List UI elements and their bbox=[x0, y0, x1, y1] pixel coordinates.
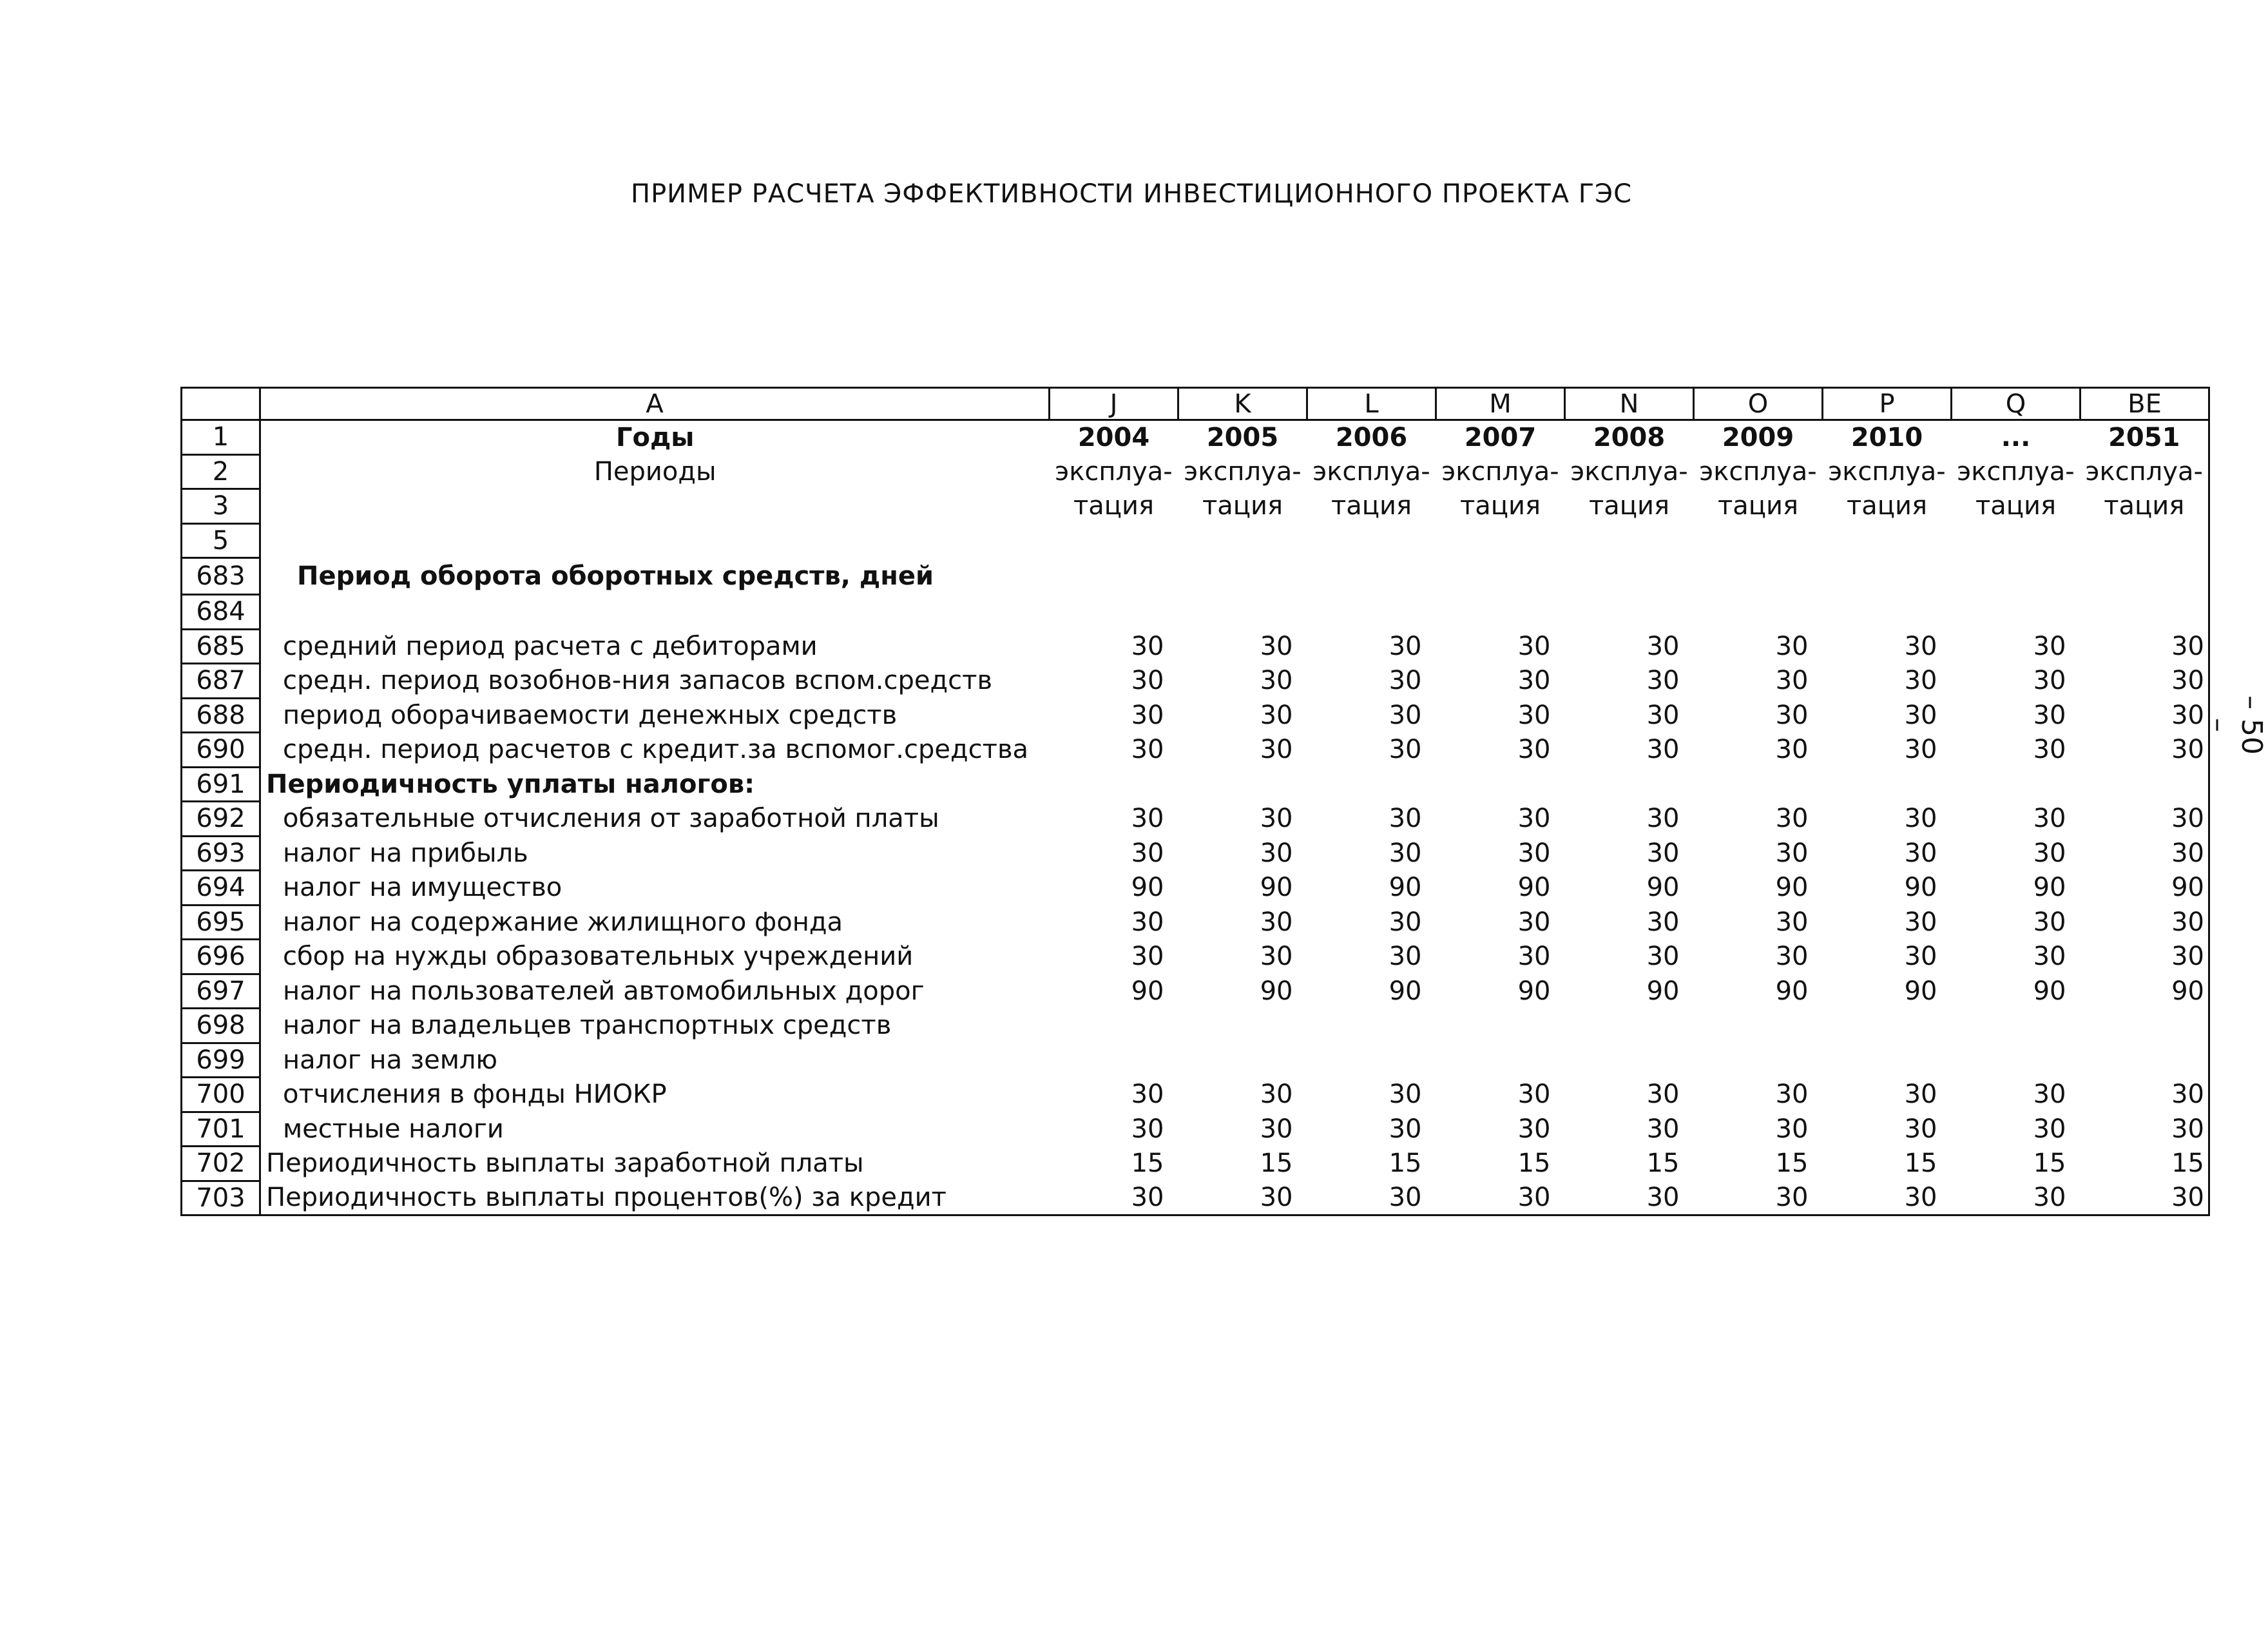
year-cell: 2007 bbox=[1464, 423, 1537, 452]
value-cell: 30 bbox=[1389, 735, 1422, 765]
periods-row-2 bbox=[182, 489, 2209, 524]
periods-row bbox=[182, 454, 2209, 489]
row-label: средн. период расчетов с кредит.за вспомог.средства bbox=[260, 733, 1050, 768]
period-cell: тация bbox=[1073, 491, 1155, 521]
row-label: средний период расчета с дебиторами bbox=[260, 629, 1050, 664]
row-number[interactable]: 694 bbox=[182, 871, 260, 905]
row-number[interactable]: 702 bbox=[182, 1147, 260, 1181]
value-cell: 30 bbox=[1775, 735, 1809, 765]
value-cell: 90 bbox=[1646, 873, 1680, 903]
value-cell bbox=[1694, 1009, 1823, 1043]
value-cell: 30 bbox=[2033, 631, 2066, 661]
value-cell: 90 bbox=[1260, 976, 1293, 1006]
row-label: налог на пользователей автомобильных дорог bbox=[260, 974, 1050, 1009]
value-cell: 30 bbox=[1131, 838, 1164, 868]
period-cell: тация bbox=[1202, 491, 1283, 521]
column-header-n[interactable]: N bbox=[1565, 388, 1694, 420]
value-cell bbox=[1307, 1043, 1436, 1078]
value-cell: 30 bbox=[1646, 907, 1680, 937]
value-cell: 30 bbox=[1307, 1181, 1436, 1215]
value-cell: 90 bbox=[1389, 976, 1422, 1006]
value-cell: 15 bbox=[2081, 1147, 2209, 1181]
document-title: ПРИМЕР РАСЧЕТА ЭФФЕКТИВНОСТИ ИНВЕСТИЦИОННОГО ПРОЕКТА ГЭС bbox=[630, 179, 1632, 209]
row-label: налог на имущество bbox=[260, 871, 1050, 905]
value-cell: 90 bbox=[1646, 976, 1680, 1006]
column-header-o[interactable]: O bbox=[1694, 388, 1823, 420]
value-cell: 30 bbox=[1389, 838, 1422, 868]
table-row bbox=[182, 629, 2209, 664]
value-cell bbox=[1050, 1043, 1178, 1078]
value-cell bbox=[2081, 767, 2209, 802]
row-number[interactable]: 697 bbox=[182, 974, 260, 1009]
value-cell bbox=[1436, 1043, 1565, 1078]
value-cell: 30 bbox=[1904, 804, 1937, 834]
value-cell: 30 bbox=[1517, 700, 1551, 730]
value-cell: 30 bbox=[1260, 1080, 1293, 1110]
value-cell bbox=[1307, 1009, 1436, 1043]
value-cell: 30 bbox=[1436, 1181, 1565, 1215]
value-cell: 30 bbox=[2033, 735, 2066, 765]
value-cell: 30 bbox=[1131, 1114, 1164, 1144]
value-cell: 30 bbox=[2081, 802, 2209, 837]
value-cell bbox=[1178, 767, 1307, 802]
value-cell: 90 bbox=[2081, 974, 2209, 1009]
value-cell: 30 bbox=[1517, 942, 1551, 972]
value-cell: 90 bbox=[1775, 873, 1809, 903]
period-cell: эксплуа- bbox=[1957, 456, 2075, 487]
value-cell: 30 bbox=[2081, 664, 2209, 699]
value-cell: 30 bbox=[1646, 838, 1680, 868]
value-cell: 30 bbox=[1260, 838, 1293, 868]
value-cell: 30 bbox=[2081, 1112, 2209, 1147]
column-header-l[interactable]: L bbox=[1307, 388, 1436, 420]
value-cell: 30 bbox=[1517, 907, 1551, 937]
value-cell: 90 bbox=[1260, 873, 1293, 903]
value-cell: 90 bbox=[1131, 873, 1164, 903]
value-cell: 30 bbox=[1131, 907, 1164, 937]
section-title-row bbox=[182, 558, 2209, 595]
value-cell: 30 bbox=[1904, 666, 1937, 696]
table-row bbox=[182, 698, 2209, 733]
value-cell: 30 bbox=[1904, 700, 1937, 730]
value-cell: 30 bbox=[1517, 735, 1551, 765]
value-cell: 30 bbox=[1389, 942, 1422, 972]
value-cell: 30 bbox=[1131, 700, 1164, 730]
row-number[interactable]: 691 bbox=[182, 767, 260, 802]
value-cell: 30 bbox=[1823, 1181, 1952, 1215]
value-cell: 30 bbox=[1260, 804, 1293, 834]
value-cell: 90 bbox=[1904, 873, 1937, 903]
value-cell bbox=[2081, 1009, 2209, 1043]
row-number[interactable]: 693 bbox=[182, 836, 260, 871]
row-number[interactable]: 703 bbox=[182, 1181, 260, 1215]
value-cell: 30 bbox=[1131, 735, 1164, 765]
value-cell bbox=[1823, 1009, 1952, 1043]
row-number[interactable]: 699 bbox=[182, 1043, 260, 1078]
value-cell: 30 bbox=[1565, 1181, 1694, 1215]
value-cell: 90 bbox=[2081, 871, 2209, 905]
value-cell bbox=[1694, 1043, 1823, 1078]
row-label: Периодичность выплаты заработной платы bbox=[260, 1147, 1050, 1181]
value-cell: 15 bbox=[1517, 1148, 1551, 1179]
period-cell: эксплуа- bbox=[1184, 456, 1302, 487]
value-cell: 30 bbox=[1775, 942, 1809, 972]
value-cell: 30 bbox=[1904, 1114, 1937, 1144]
value-cell: 30 bbox=[2033, 838, 2066, 868]
value-cell: 30 bbox=[1904, 907, 1937, 937]
value-cell: 30 bbox=[1131, 666, 1164, 696]
value-cell: 30 bbox=[1050, 1181, 1178, 1215]
value-cell: 30 bbox=[1646, 1114, 1680, 1144]
column-header-row bbox=[182, 388, 2209, 420]
value-cell bbox=[1050, 767, 1178, 802]
period-cell: тация bbox=[1588, 491, 1670, 521]
period-cell: тация bbox=[2081, 489, 2209, 524]
row-number[interactable]: 696 bbox=[182, 940, 260, 974]
value-cell bbox=[1952, 1043, 2081, 1078]
value-cell: 90 bbox=[2033, 873, 2066, 903]
row-number[interactable]: 683 bbox=[182, 558, 260, 595]
row-number[interactable]: 690 bbox=[182, 733, 260, 768]
value-cell: 30 bbox=[1952, 1181, 2081, 1215]
period-cell: тация bbox=[1846, 491, 1928, 521]
table-row bbox=[182, 836, 2209, 871]
value-cell: 30 bbox=[1646, 804, 1680, 834]
value-cell: 30 bbox=[1260, 666, 1293, 696]
value-cell: 30 bbox=[1389, 1114, 1422, 1144]
value-cell: 30 bbox=[2033, 942, 2066, 972]
value-cell: 30 bbox=[1904, 735, 1937, 765]
empty-row bbox=[182, 523, 2209, 558]
period-cell: тация bbox=[1975, 491, 2057, 521]
value-cell: 30 bbox=[2081, 940, 2209, 974]
years-label: Годы bbox=[260, 420, 1050, 455]
value-cell: 30 bbox=[1131, 804, 1164, 834]
row-number[interactable]: 2 bbox=[182, 454, 260, 489]
value-cell: 30 bbox=[2081, 836, 2209, 871]
value-cell: 30 bbox=[2081, 905, 2209, 940]
table-row bbox=[182, 940, 2209, 974]
column-header-j[interactable]: J bbox=[1050, 388, 1178, 420]
year-cell: 2009 bbox=[1722, 423, 1794, 452]
value-cell bbox=[1952, 767, 2081, 802]
value-cell: 30 bbox=[1389, 631, 1422, 661]
value-cell: 90 bbox=[1904, 976, 1937, 1006]
table-row bbox=[182, 1181, 2209, 1215]
page-number: – 50 – bbox=[2202, 695, 2268, 755]
value-cell: 15 bbox=[1646, 1148, 1680, 1179]
value-cell: 30 bbox=[1904, 631, 1937, 661]
year-cell: 2010 bbox=[1850, 423, 1923, 452]
spreadsheet-table bbox=[180, 387, 2210, 1216]
value-cell bbox=[1436, 1009, 1565, 1043]
column-header-m[interactable]: M bbox=[1436, 388, 1565, 420]
value-cell: 15 bbox=[1260, 1148, 1293, 1179]
value-cell: 30 bbox=[1775, 1114, 1809, 1144]
value-cell: 30 bbox=[2081, 629, 2209, 664]
period-cell: тация bbox=[1459, 491, 1541, 521]
value-cell: 30 bbox=[1775, 631, 1809, 661]
value-cell: 30 bbox=[2033, 907, 2066, 937]
value-cell: 30 bbox=[1517, 804, 1551, 834]
periods-label: Периоды bbox=[260, 454, 1050, 489]
row-label: налог на прибыль bbox=[260, 836, 1050, 871]
row-number[interactable]: 700 bbox=[182, 1078, 260, 1112]
empty-label-cell bbox=[260, 523, 1050, 558]
period-cell: эксплуа- bbox=[1055, 456, 1173, 487]
value-cell: 30 bbox=[2033, 804, 2066, 834]
years-row bbox=[182, 420, 2209, 455]
value-cell: 30 bbox=[2081, 733, 2209, 768]
value-cell bbox=[1952, 1009, 2081, 1043]
value-cell: 30 bbox=[1646, 735, 1680, 765]
value-cell: 30 bbox=[1517, 631, 1551, 661]
column-header-q[interactable]: Q bbox=[1952, 388, 2081, 420]
value-cell: 30 bbox=[1260, 631, 1293, 661]
value-cell: 30 bbox=[2033, 666, 2066, 696]
value-cell bbox=[2081, 1043, 2209, 1078]
period-cell: эксплуа- bbox=[1441, 456, 1559, 487]
column-header-be[interactable]: BE bbox=[2081, 388, 2209, 420]
empty-label-cell bbox=[260, 595, 1050, 630]
value-cell: 30 bbox=[1646, 631, 1680, 661]
row-label: Периодичность выплаты процентов(%) за кредит bbox=[260, 1181, 1050, 1215]
row-label: местные налоги bbox=[260, 1112, 1050, 1147]
value-cell: 90 bbox=[1775, 976, 1809, 1006]
value-cell: 30 bbox=[1775, 804, 1809, 834]
value-cell: 90 bbox=[2033, 976, 2066, 1006]
value-cell: 30 bbox=[2033, 1114, 2066, 1144]
value-cell: 30 bbox=[1260, 1114, 1293, 1144]
value-cell: 15 bbox=[1775, 1148, 1809, 1179]
value-cell: 30 bbox=[1260, 735, 1293, 765]
value-cell: 30 bbox=[1775, 700, 1809, 730]
value-cell bbox=[1823, 1043, 1952, 1078]
value-cell: 30 bbox=[2081, 1181, 2209, 1215]
value-cell: 90 bbox=[1389, 873, 1422, 903]
row-number[interactable]: 692 bbox=[182, 802, 260, 837]
value-cell bbox=[1823, 767, 1952, 802]
table-row bbox=[182, 1043, 2209, 1078]
year-cell: 2051 bbox=[2081, 420, 2209, 455]
value-cell: 30 bbox=[1775, 907, 1809, 937]
value-cell: 30 bbox=[1389, 804, 1422, 834]
value-cell: 30 bbox=[1775, 1080, 1809, 1110]
value-cell: 30 bbox=[1904, 942, 1937, 972]
value-cell: 15 bbox=[1904, 1148, 1937, 1179]
table-row bbox=[182, 1147, 2209, 1181]
value-cell: 30 bbox=[1131, 1080, 1164, 1110]
value-cell bbox=[1565, 1009, 1694, 1043]
value-cell: 30 bbox=[1904, 838, 1937, 868]
row-label: налог на содержание жилищного фонда bbox=[260, 905, 1050, 940]
period-cell: тация bbox=[1331, 491, 1412, 521]
period-cell: тация bbox=[1717, 491, 1799, 521]
value-cell: 30 bbox=[1131, 942, 1164, 972]
row-label: средн. период возобнов-ния запасов вспом.средств bbox=[260, 664, 1050, 699]
column-header-p[interactable]: P bbox=[1823, 388, 1952, 420]
value-cell: 30 bbox=[1694, 1181, 1823, 1215]
row-label: налог на владельцев транспортных средств bbox=[260, 1009, 1050, 1043]
section-title: Период оборота оборотных средств, дней bbox=[260, 558, 1050, 595]
value-cell: 15 bbox=[1389, 1148, 1422, 1179]
corner-cell bbox=[182, 388, 260, 420]
value-cell: 30 bbox=[1646, 666, 1680, 696]
row-label: отчисления в фонды НИОКР bbox=[260, 1078, 1050, 1112]
value-cell: 90 bbox=[1517, 873, 1551, 903]
value-cell: 30 bbox=[1178, 1181, 1307, 1215]
row-label: сбор на нужды образовательных учреждений bbox=[260, 940, 1050, 974]
value-cell: 30 bbox=[1517, 838, 1551, 868]
spreadsheet-body bbox=[182, 388, 2209, 1215]
value-cell: 30 bbox=[1389, 666, 1422, 696]
value-cell: 30 bbox=[1904, 1080, 1937, 1110]
table-row bbox=[182, 802, 2209, 837]
table-row bbox=[182, 974, 2209, 1009]
row-number[interactable]: 688 bbox=[182, 698, 260, 733]
row-number[interactable]: 698 bbox=[182, 1009, 260, 1043]
value-cell bbox=[1565, 1043, 1694, 1078]
value-cell: 30 bbox=[1389, 907, 1422, 937]
value-cell: 90 bbox=[1131, 976, 1164, 1006]
table-row bbox=[182, 664, 2209, 699]
period-cell: эксплуа- bbox=[1570, 456, 1688, 487]
value-cell bbox=[1694, 767, 1823, 802]
year-cell: ... bbox=[2001, 423, 2031, 452]
year-cell: 2008 bbox=[1593, 423, 1666, 452]
period-cell: эксплуа- bbox=[1312, 456, 1430, 487]
row-label: период оборачиваемости денежных средств bbox=[260, 698, 1050, 733]
period-cell: эксплуа- bbox=[1699, 456, 1817, 487]
value-cell: 30 bbox=[1131, 631, 1164, 661]
value-cell: 15 bbox=[2033, 1148, 2066, 1179]
blank-row bbox=[182, 595, 2209, 630]
table-row bbox=[182, 1078, 2209, 1112]
row-number[interactable]: 3 bbox=[182, 489, 260, 524]
value-cell bbox=[1307, 767, 1436, 802]
value-cell: 30 bbox=[1775, 838, 1809, 868]
table-row bbox=[182, 1112, 2209, 1147]
table-row bbox=[182, 767, 2209, 802]
value-cell bbox=[1178, 1043, 1307, 1078]
row-label: Периодичность уплаты налогов: bbox=[260, 767, 1050, 802]
row-label: налог на землю bbox=[260, 1043, 1050, 1078]
period-cell: эксплуа- bbox=[2081, 454, 2209, 489]
value-cell: 30 bbox=[1646, 942, 1680, 972]
row-number[interactable]: 684 bbox=[182, 595, 260, 630]
value-cell bbox=[1436, 767, 1565, 802]
value-cell: 15 bbox=[1131, 1148, 1164, 1179]
table-row bbox=[182, 733, 2209, 768]
value-cell: 30 bbox=[1775, 666, 1809, 696]
row-label: обязательные отчисления от заработной платы bbox=[260, 802, 1050, 837]
table-row bbox=[182, 1009, 2209, 1043]
table-row bbox=[182, 905, 2209, 940]
value-cell: 30 bbox=[1389, 700, 1422, 730]
row-number[interactable]: 701 bbox=[182, 1112, 260, 1147]
value-cell: 90 bbox=[1517, 976, 1551, 1006]
year-cell: 2006 bbox=[1335, 423, 1408, 452]
value-cell: 30 bbox=[2081, 1078, 2209, 1112]
value-cell: 30 bbox=[2033, 1080, 2066, 1110]
year-cell: 2005 bbox=[1206, 423, 1279, 452]
value-cell: 30 bbox=[1517, 1114, 1551, 1144]
value-cell bbox=[1050, 1009, 1178, 1043]
value-cell: 30 bbox=[2033, 700, 2066, 730]
row-number[interactable]: 5 bbox=[182, 523, 260, 558]
row-number[interactable]: 1 bbox=[182, 420, 260, 455]
column-header-a[interactable]: A bbox=[260, 388, 1050, 420]
value-cell: 30 bbox=[1260, 907, 1293, 937]
value-cell: 30 bbox=[1646, 700, 1680, 730]
value-cell: 30 bbox=[1646, 1080, 1680, 1110]
value-cell bbox=[1178, 1009, 1307, 1043]
value-cell: 30 bbox=[1260, 942, 1293, 972]
value-cell: 30 bbox=[2081, 698, 2209, 733]
empty-label-cell bbox=[260, 489, 1050, 524]
value-cell: 30 bbox=[1260, 700, 1293, 730]
row-number[interactable]: 685 bbox=[182, 629, 260, 664]
value-cell: 30 bbox=[1517, 1080, 1551, 1110]
column-header-k[interactable]: K bbox=[1178, 388, 1307, 420]
table-row bbox=[182, 871, 2209, 905]
period-cell: эксплуа- bbox=[1828, 456, 1946, 487]
row-number[interactable]: 695 bbox=[182, 905, 260, 940]
row-number[interactable]: 687 bbox=[182, 664, 260, 699]
year-cell: 2004 bbox=[1077, 423, 1150, 452]
value-cell: 30 bbox=[1517, 666, 1551, 696]
value-cell: 30 bbox=[1389, 1080, 1422, 1110]
value-cell bbox=[1565, 767, 1694, 802]
